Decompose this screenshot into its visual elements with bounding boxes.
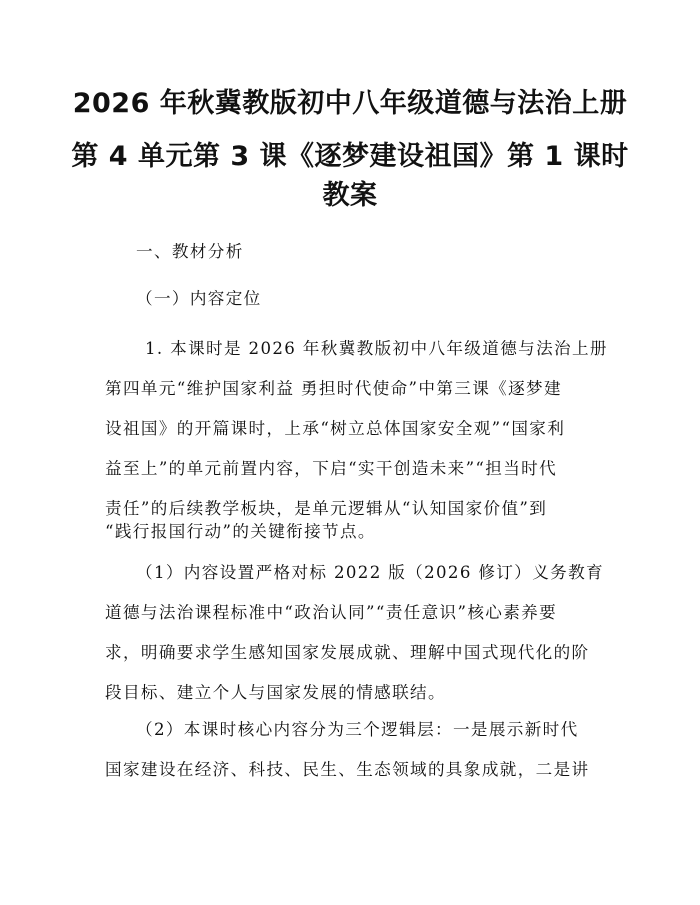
- paragraph-2-line: 道德与法治课程标准中“政治认同”“责任意识”核心素养要: [105, 603, 558, 622]
- paragraph-2-line: 段目标、建立个人与国家发展的情感联结。: [105, 683, 446, 702]
- paragraph-2-line: （1）内容设置严格对标 2022 版（2026 修订）义务教育: [136, 563, 604, 582]
- paragraph-1-line: 第四单元“维护国家利益 勇担时代使命”中第三课《逐梦建: [105, 379, 562, 398]
- document-title-line-3: 教案: [322, 180, 378, 211]
- paragraph-1-line: 益至上”的单元前置内容，下启“实干创造未来”“担当时代: [105, 459, 558, 478]
- paragraph-3-line: （2）本课时核心内容分为三个逻辑层：一是展示新时代: [136, 720, 579, 739]
- paragraph-1-line: 设祖国》的开篇课时，上承“树立总体国家安全观”“国家利: [105, 419, 566, 438]
- paragraph-3-line: 国家建设在经济、科技、民生、生态领域的具象成就，二是讲: [105, 760, 590, 779]
- subsection-heading: （一）内容定位: [136, 289, 262, 308]
- paragraph-1-line: “践行报国行动”的关键衔接节点。: [105, 522, 376, 541]
- document-title-line-2: 第 4 单元第 3 课《逐梦建设祖国》第 1 课时: [71, 141, 629, 172]
- section-heading: 一、教材分析: [136, 242, 244, 261]
- document-title-line-1: 2026 年秋冀教版初中八年级道德与法治上册: [72, 88, 628, 119]
- paragraph-2-line: 求，明确要求学生感知国家发展成就、理解中国式现代化的阶: [105, 643, 590, 662]
- paragraph-1-line: 1. 本课时是 2026 年秋冀教版初中八年级道德与法治上册: [145, 339, 608, 358]
- paragraph-1-line: 责任”的后续教学板块，是单元逻辑从“认知国家价值”到: [105, 499, 548, 518]
